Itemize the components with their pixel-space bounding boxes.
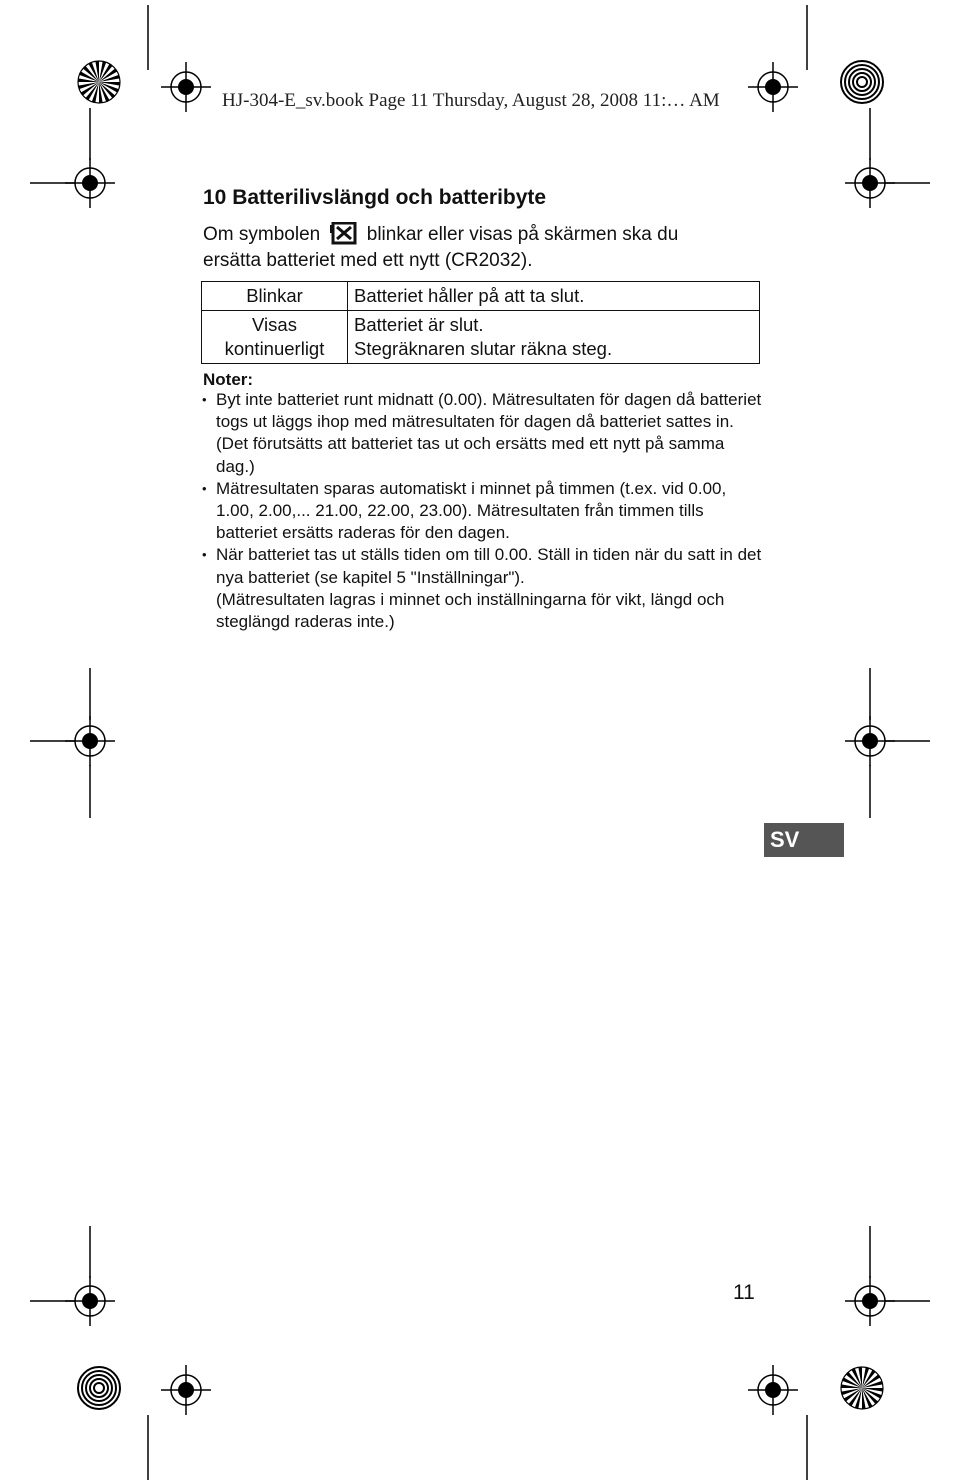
ring-mark [90,1379,108,1397]
battery-status-table [201,281,760,364]
list-item: • När batteriet tas ut ställs tiden om till 0.00. Ställ in tiden när du satt in det nya batteriet (se kapitel 5 "Inställningar"). (Mätresultaten lagras i minnet och inställningarna för vikt, längd och steglängd raderas inte.) [203,544,763,633]
intro-text-line2: ersätta batteriet med ett nytt (CR2032). [203,250,533,271]
ring-mark [78,1367,120,1409]
section-title: 10 Batterilivslängd och batteribyte [203,186,547,209]
meaning-cell: Batteriet håller på att ta slut. [348,282,760,311]
ring-mark [853,73,871,91]
ring-mark [857,77,867,87]
ring-mark [94,1383,104,1393]
table-row [202,311,760,364]
table-row [202,282,760,311]
intro-text-part1: Om symbolen [203,224,321,245]
language-tab: SV [764,823,844,857]
list-item: • Mätresultaten sparas automatiskt i minnet på timmen (t.ex. vid 0.00, 1.00, 2.00,... 21.00, 22.00, 23.00). Mätresultaten från timmen tills batteriet ersätts raderas för den dagen. [203,478,763,545]
list-item: • Byt inte batteriet runt midnatt (0.00). Mätresultaten för dagen då batteriet togs ut läggs ihop med mätresultaten för dagen då batteriet sattes in. (Det förutsätts att batteriet tas ut och ersätts med ett nytt på samma dag.) [203,389,763,478]
running-header: HJ-304-E_sv.book Page 11 Thursday, August 28, 2008 11:… AM [222,90,720,111]
battery-empty-icon [329,222,357,246]
notes-heading: Noter: [203,370,254,389]
ring-mark [841,61,883,103]
intro-text-part2: blinkar eller visas på skärmen ska du [366,224,679,245]
notes-list [203,389,763,633]
intro-paragraph [203,222,678,274]
ring-mark [82,1371,116,1405]
page-number: 11 [733,1281,755,1304]
state-cell: Visas kontinuerligt [202,311,348,364]
ring-mark [845,65,879,99]
state-cell: Blinkar [202,282,348,311]
meaning-cell: Batteriet är slut. Stegräknaren slutar räkna steg. [348,311,760,364]
